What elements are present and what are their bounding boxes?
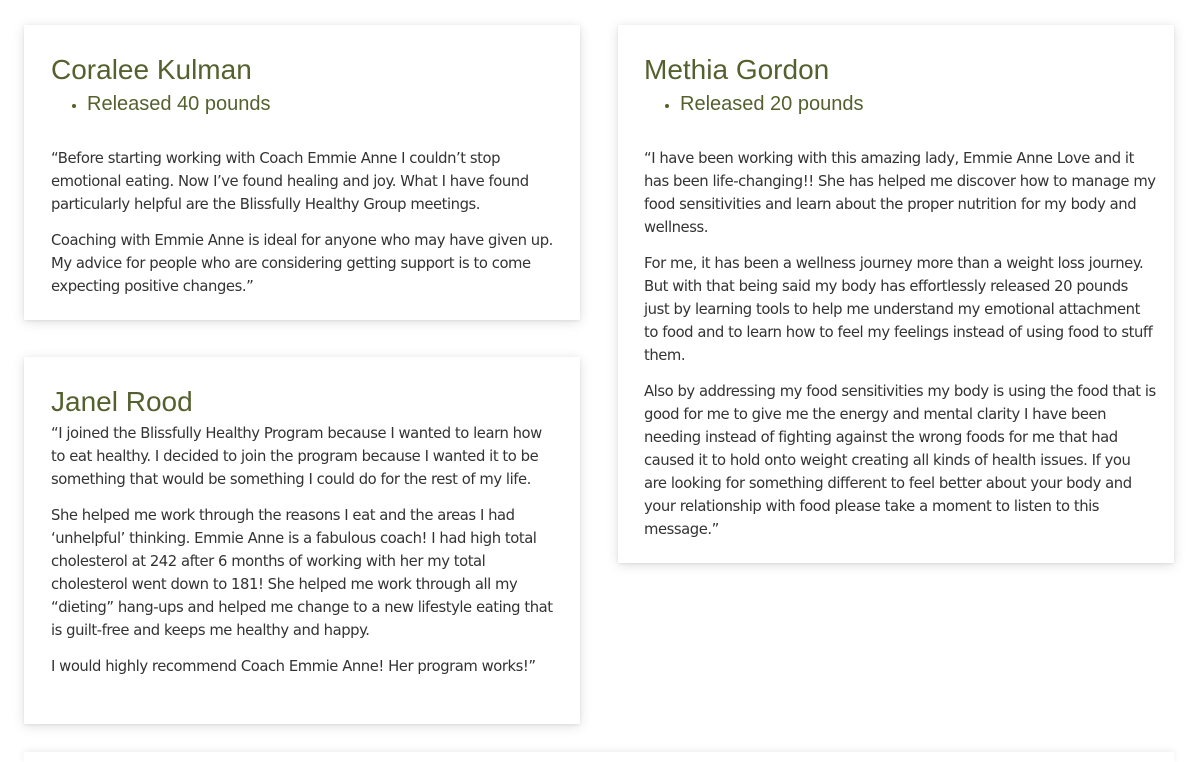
testimonial-name: Coralee Kulman	[51, 54, 252, 85]
result-badge: • Released 40 pounds	[87, 91, 554, 117]
testimonial-quote	[51, 422, 554, 678]
quote-paragraph: “I joined the Blissfully Healthy Program because I wanted to learn how to eat healthy. I decided to join the program because I wanted it to be something that would be something I could do for the rest of my life.	[51, 425, 542, 488]
testimonial-card	[618, 25, 1174, 563]
quote-paragraph: Also by addressing my food sensitivities my body is using the food that is good for me to give me the energy and mental clarity I have been needing instead of fighting against the wrong foods for me that had caused it to hold onto weight creating all kinds of health issues. If you are looking for something different to feel better about your body and your relationship with food please take a moment to listen to this message.”	[644, 383, 1156, 538]
result-list	[51, 91, 554, 117]
testimonial-name: Methia Gordon	[644, 54, 830, 85]
result-list	[644, 91, 1156, 117]
quote-paragraph: Coaching with Emmie Anne is ideal for anyone who may have given up. My advice for people who are considering getting support is to come expecting positive changes.”	[51, 232, 553, 295]
testimonial-quote	[51, 147, 554, 298]
quote-paragraph: She helped me work through the reasons I eat and the areas I had ‘unhelpful’ thinking. Emmie Anne is a fabulous coach! I had high total cholesterol at 242 after 6 months of working with her my total cholesterol went down to 181! She helped me work through all my “dieting” hang-ups and helped me change to a new lifestyle eating that is guilt-free and keeps me healthy and happy.	[51, 507, 553, 639]
quote-paragraph: For me, it has been a wellness journey more than a weight loss journey. But with that being said my body has effortlessly released 20 pounds just by learning tools to help me understand my emotional attachment to food and to learn how to feel my feelings instead of using food to stuff them.	[644, 255, 1153, 364]
result-badge: • Released 20 pounds	[680, 91, 1156, 117]
testimonial-quote	[644, 147, 1156, 541]
testimonial-card	[24, 25, 580, 320]
testimonial-name: Janel Rood	[51, 386, 193, 417]
quote-paragraph: “I have been working with this amazing lady, Emmie Anne Love and it has been life-changing!! She has helped me discover how to manage my food sensitivities and learn about the proper nutrition for my body and wellness.	[644, 150, 1156, 236]
next-card-edge	[24, 752, 1174, 762]
quote-paragraph: I would highly recommend Coach Emmie Anne! Her program works!”	[51, 658, 536, 675]
quote-paragraph: “Before starting working with Coach Emmie Anne I couldn’t stop emotional eating. Now I’ve found healing and joy. What I have found particularly helpful are the Blissfully Healthy Group meetings.	[51, 150, 529, 213]
testimonial-card	[24, 357, 580, 724]
